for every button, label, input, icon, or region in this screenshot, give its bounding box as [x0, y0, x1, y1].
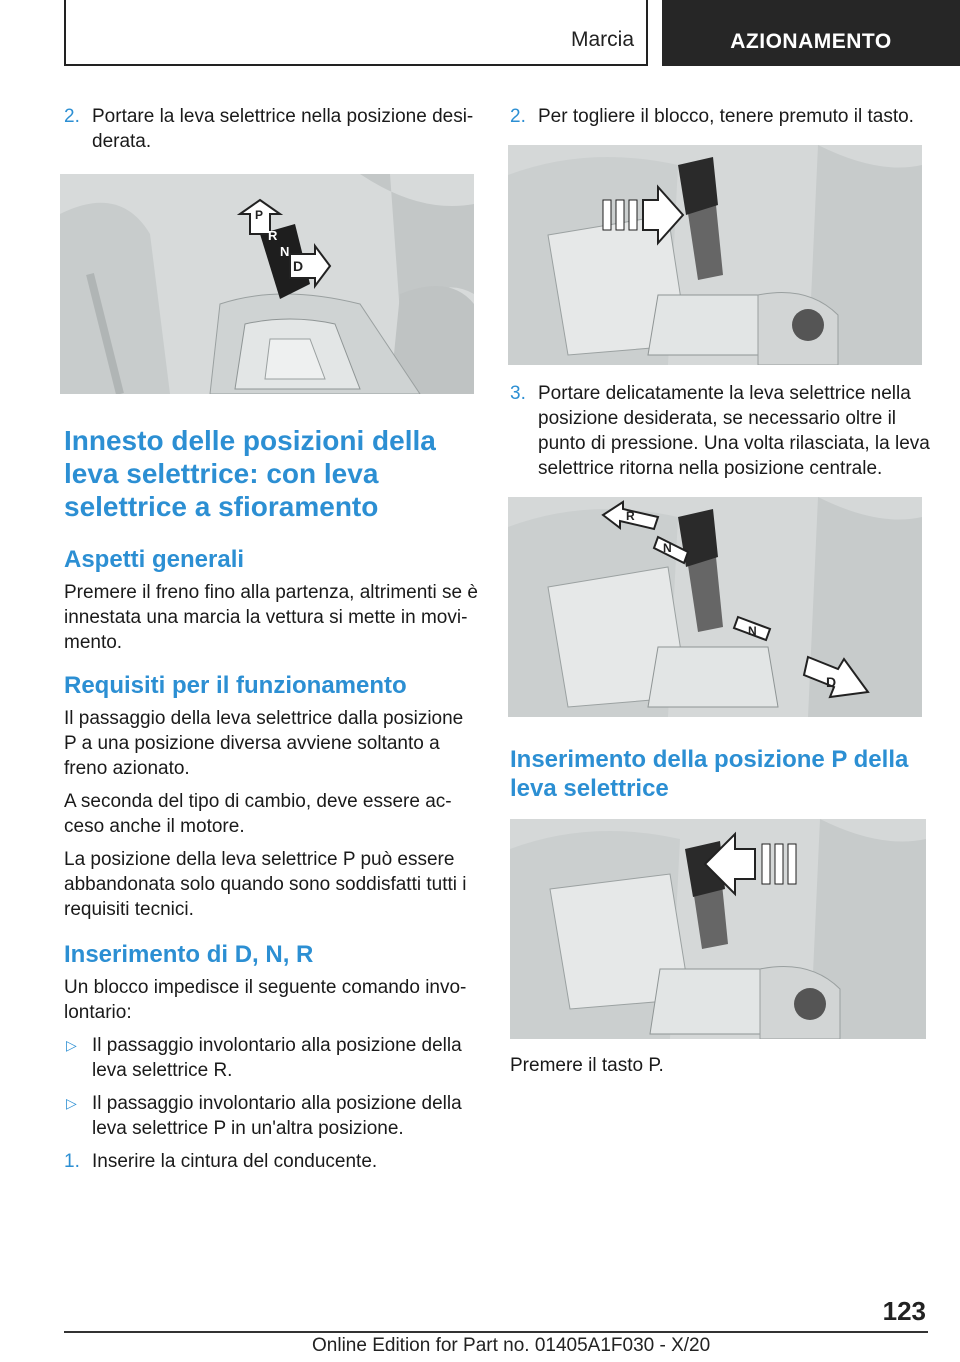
step-number: 1. — [64, 1151, 80, 1172]
heading-engage: Inserimento di D, N, R — [64, 941, 314, 968]
bullet-triangle-icon: ▷ — [66, 1037, 77, 1053]
step-number: 3. — [510, 383, 526, 404]
fig1-label-p: P — [255, 208, 264, 222]
section-title: Innesto delle posizioni della leva selettrice: con leva selettrice a sfioramento — [64, 425, 436, 522]
header-section-title: Marcia — [570, 28, 634, 51]
step-item — [64, 104, 478, 154]
heading-general: Aspetti generali — [64, 546, 245, 573]
paragraph-general: Premere il freno fino alla partenza, altrimenti se è innestata una marcia la vettura si mette in movi-mento. — [64, 582, 478, 653]
illustration-drawing — [510, 819, 926, 1039]
fig1-label-n: N — [280, 244, 290, 259]
list-item — [64, 1033, 478, 1083]
paragraph-engage: Un blocco impedisce il seguente comando invo-lontario: — [64, 977, 467, 1023]
footer-edition: Online Edition for Part no. 01405A1F030 - X/20 — [312, 1335, 711, 1356]
illustration-drawing — [508, 497, 922, 717]
paragraph-requirements-2: A seconda del tipo di cambio, deve essere ac-ceso anche il motore. — [64, 791, 452, 837]
step-text: Inserire la cintura del conducente. — [92, 1151, 378, 1172]
step-item — [64, 1149, 478, 1174]
fig1-label-d: D — [293, 258, 304, 274]
step-item — [510, 381, 930, 481]
step-number: 2. — [510, 106, 526, 127]
paragraph-requirements-1: Il passaggio della leva selettrice dalla posizione P a una posizione diversa avviene soltanto a freno azionato. — [64, 708, 464, 779]
step-number: 2. — [64, 106, 80, 127]
right-column — [510, 104, 930, 1078]
step-text: Portare delicatamente la leva selettrice nella posizione desiderata, se necessario oltre il punto di pressione. Una volta rilasciata, la leva selettrice ritorna nella posizione centrale. — [538, 383, 930, 479]
selector-lever-illustration-2 — [508, 145, 922, 365]
footer-divider — [64, 1331, 928, 1333]
left-column — [64, 104, 478, 1174]
fig3-label-n-upper: N — [663, 541, 672, 555]
paragraph-requirements-3: La posizione della leva selettrice P può essere abbandonata solo quando sono soddisfatti tutti i requisiti tecnici. — [64, 849, 467, 920]
heading-park: Inserimento della posizione P della leva selettrice — [510, 746, 909, 802]
list-item-text: Il passaggio involontario alla posizione della leva selettrice P in un'altra posizione. — [92, 1093, 462, 1139]
step-item — [510, 104, 930, 129]
fig1-label-r: R — [268, 228, 278, 243]
page-number: 123 — [882, 1296, 926, 1326]
step-text: Per togliere il blocco, tenere premuto il tasto. — [538, 106, 914, 127]
fig3-label-d: D — [826, 674, 837, 690]
selector-lever-illustration-3 — [508, 497, 922, 717]
fig3-label-n-lower: N — [748, 624, 757, 638]
fig3-label-r: R — [626, 509, 635, 523]
heading-requirements: Requisiti per il funzionamento — [64, 672, 407, 699]
selector-lever-illustration-4 — [510, 819, 926, 1039]
list-item-text: Il passaggio involontario alla posizione della leva selettrice R. — [92, 1035, 462, 1081]
header-section-tab — [64, 0, 648, 66]
list-item — [64, 1091, 478, 1141]
header-chapter-tab: AZIONAMENTO — [662, 0, 960, 66]
illustration-drawing — [60, 174, 474, 394]
selector-lever-illustration-1 — [60, 174, 474, 394]
step-text: Portare la leva selettrice nella posizione desi-derata. — [92, 106, 474, 152]
illustration-drawing — [508, 145, 922, 365]
paragraph-park: Premere il tasto P. — [510, 1055, 664, 1076]
bullet-triangle-icon: ▷ — [66, 1095, 77, 1111]
